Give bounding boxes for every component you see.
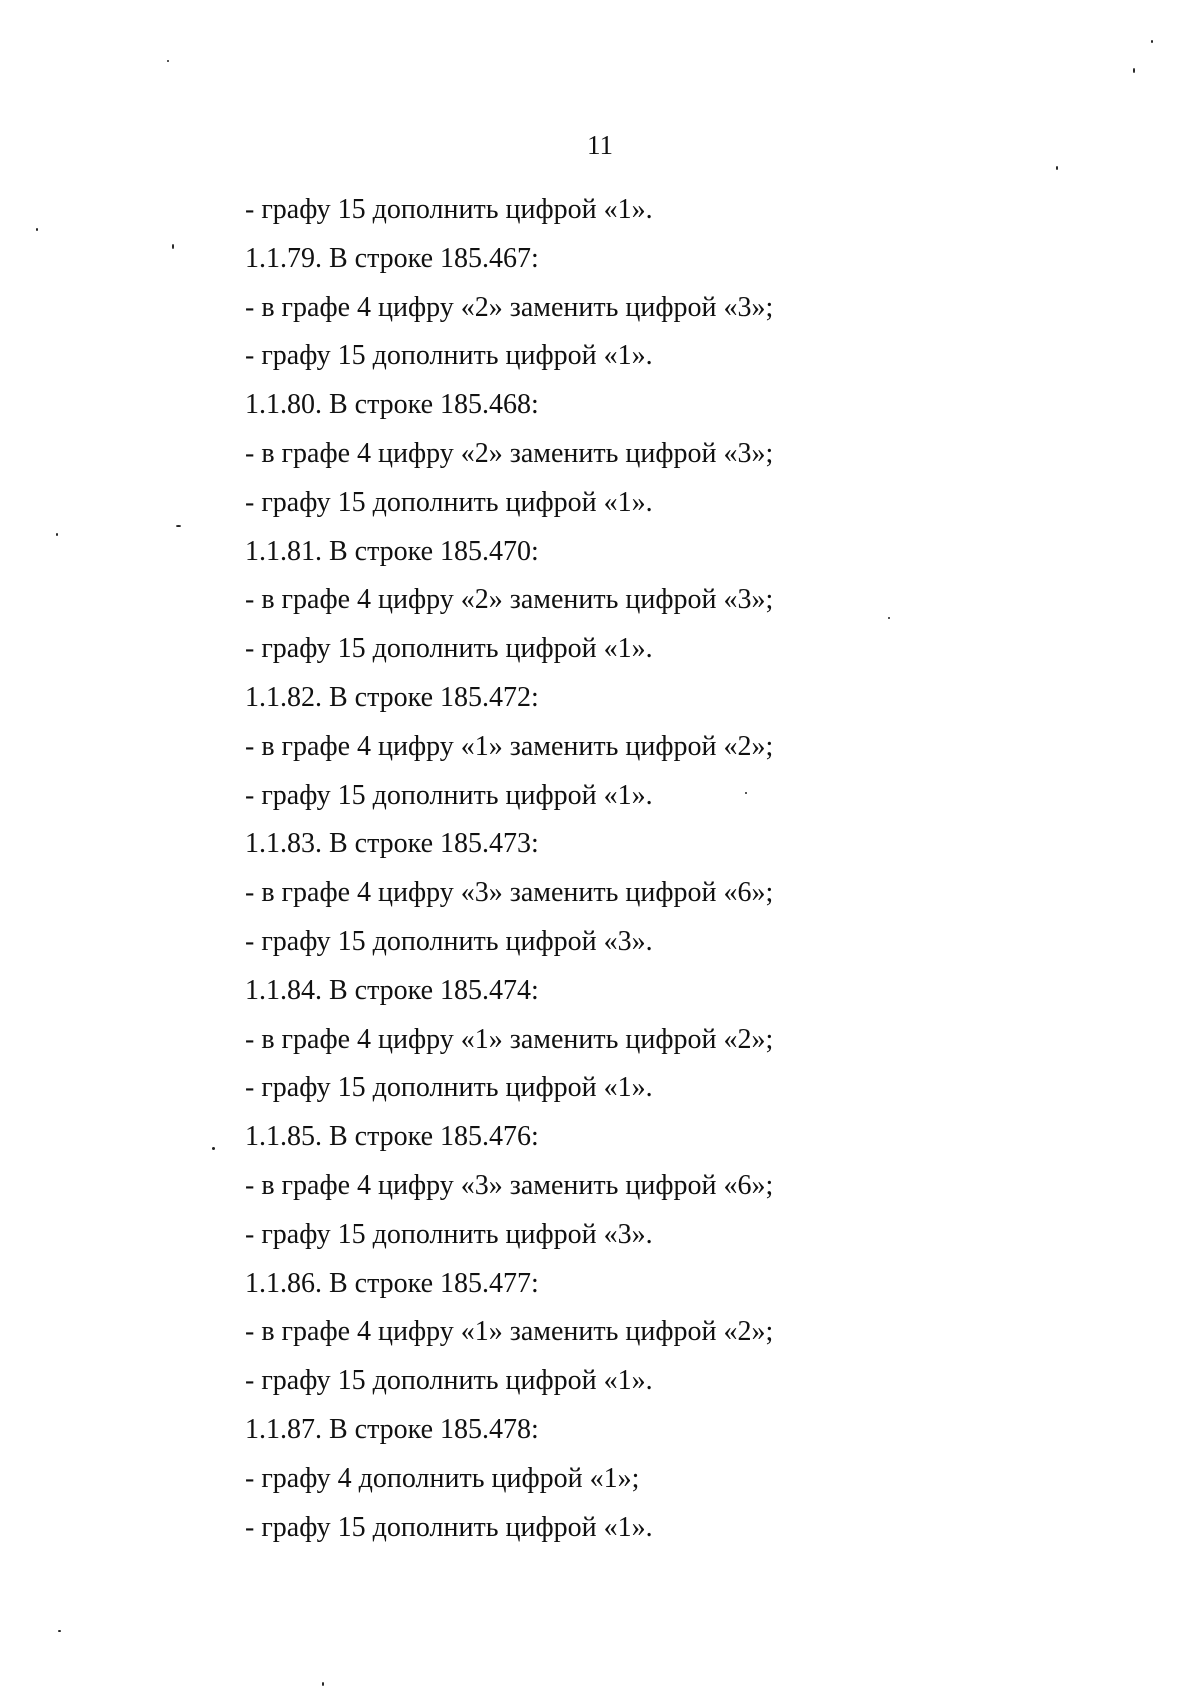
text-line: - графу 15 дополнить цифрой «1». [245,340,653,372]
section-heading: 1.1.79. В строке 185.467: [245,242,539,274]
document-body [245,186,1065,1552]
page-number: 11 [587,130,613,160]
text-line: - графу 15 дополнить цифрой «1». [245,1072,653,1104]
text-line: - графу 15 дополнить цифрой «1». [245,779,653,811]
text-line: - графу 15 дополнить цифрой «1». [245,633,653,665]
text-line: - графу 15 дополнить цифрой «3». [245,1218,653,1250]
text-line: - в графе 4 цифру «3» заменить цифрой «6»; [245,1169,774,1201]
text-line: - графу 15 дополнить цифрой «1». [245,1365,653,1397]
scan-speck [36,228,38,231]
text-line: - в графе 4 цифру «1» заменить цифрой «2»; [245,730,774,762]
section-heading: 1.1.86. В строке 185.477: [245,1267,539,1299]
text-line: - в графе 4 цифру «2» заменить цифрой «3»; [245,437,774,469]
text-line: - в графе 4 цифру «2» заменить цифрой «3»; [245,291,774,323]
section-heading: 1.1.83. В строке 185.473: [245,828,539,860]
text-line: - графу 15 дополнить цифрой «1». [245,194,653,225]
section-heading: 1.1.87. В строке 185.478: [245,1413,539,1445]
text-line: - графу 15 дополнить цифрой «1». [245,1511,653,1543]
text-line: - в графе 4 цифру «3» заменить цифрой «6»; [245,877,774,909]
section-heading: 1.1.85. В строке 185.476: [245,1121,539,1153]
scan-speck [212,1147,215,1150]
scan-speck [1151,40,1153,43]
text-line: - в графе 4 цифру «1» заменить цифрой «2»; [245,1023,774,1055]
scan-speck [322,1682,324,1686]
scan-speck [888,617,890,619]
scan-speck [1133,68,1135,73]
section-heading: 1.1.81. В строке 185.470: [245,535,539,567]
text-line: - в графе 4 цифру «2» заменить цифрой «3»; [245,584,774,616]
scan-speck [176,525,181,527]
scan-speck [1056,166,1058,170]
scan-speck [56,533,58,536]
scan-speck [745,792,747,794]
text-line: - в графе 4 цифру «1» заменить цифрой «2»; [245,1316,774,1348]
scan-speck [58,1630,61,1632]
text-line: - графу 4 дополнить цифрой «1»; [245,1462,640,1494]
section-heading: 1.1.80. В строке 185.468: [245,389,539,421]
text-line: - графу 15 дополнить цифрой «3». [245,925,653,957]
section-heading: 1.1.84. В строке 185.474: [245,974,539,1006]
scan-speck [172,244,174,249]
text-line: - графу 15 дополнить цифрой «1». [245,486,653,518]
scan-speck [167,60,169,62]
section-heading: 1.1.82. В строке 185.472: [245,681,539,713]
